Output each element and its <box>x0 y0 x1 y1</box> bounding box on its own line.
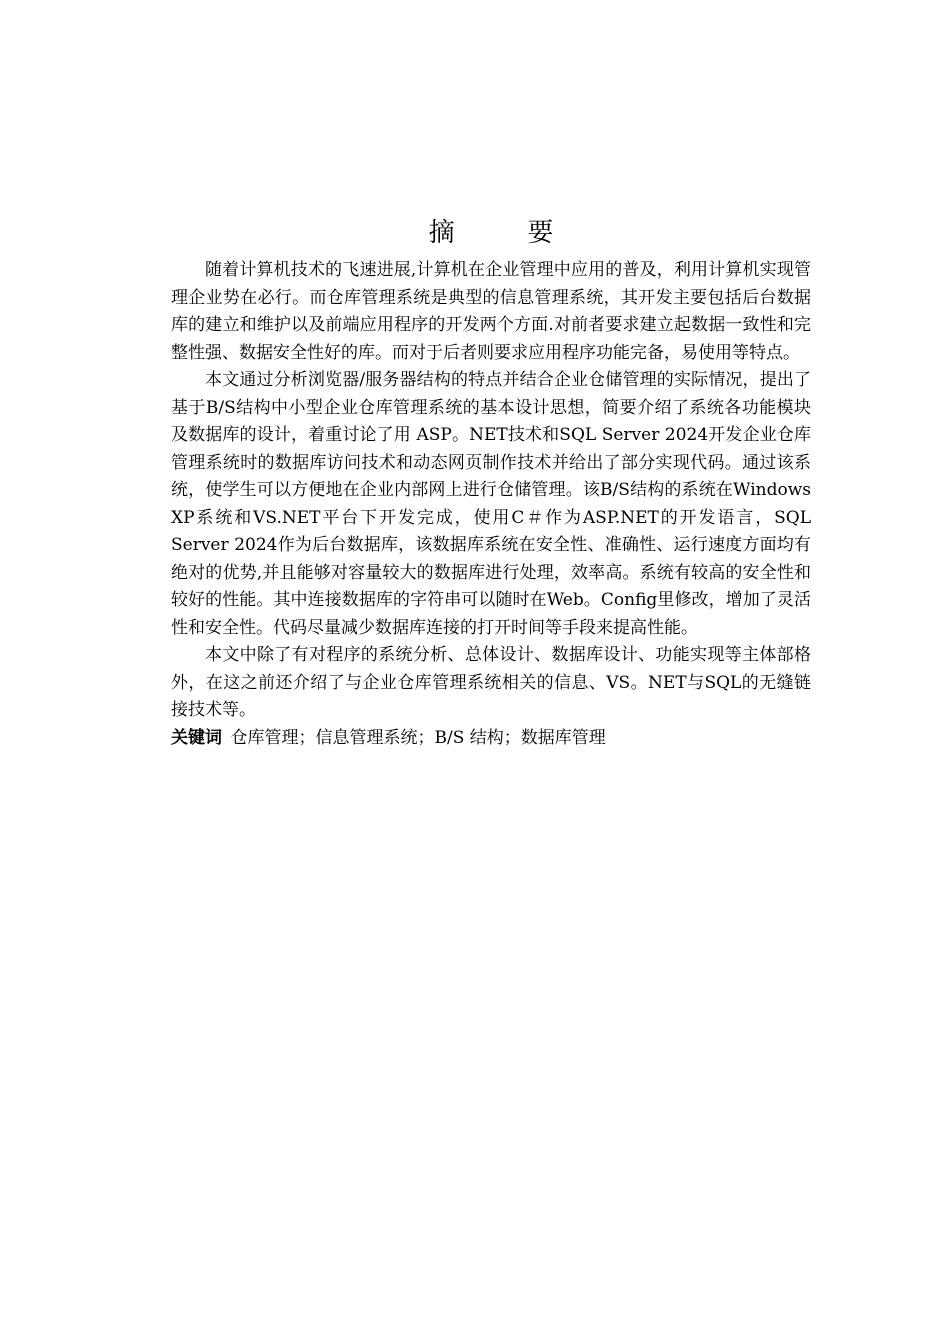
abstract-paragraph-1: 随着计算机技术的飞速进展,计算机在企业管理中应用的普及，利用计算机实现管理企业势在必行。而仓库管理系统是典型的信息管理系统，其开发主要包括后台数据库的建立和维护以及前端应用程序的开发两个方面.对前者要求建立起数据一致性和完整性强、数据安全性好的库。而对于后者则要求应用程序功能完备，易使用等特点。 <box>171 260 811 363</box>
keywords-line <box>171 725 811 753</box>
keywords-text: 仓库管理；信息管理系统；B/S 结构；数据库管理 <box>230 727 606 748</box>
keywords-label: 关键词 <box>171 727 222 748</box>
abstract-title: 摘 要 <box>428 218 577 248</box>
abstract-paragraph-3: 本文中除了有对程序的系统分析、总体设计、数据库设计、功能实现等主体部格外，在这之前还介绍了与企业仓库管理系统相关的信息、VS。NET与SQL的无缝链接技术等。 <box>171 645 811 720</box>
abstract-section <box>171 213 811 752</box>
abstract-paragraph-2: 本文通过分析浏览器/服务器结构的特点并结合企业仓储管理的实际情况，提出了基于B/S结构中小型企业仓库管理系统的基本设计思想，简要介绍了系统各功能模块及数据库的设计，着重讨论了用 ASP。NET技术和SQL Server 2024开发企业仓库管理系统时的数据库访问技术和动态网页制作技术并给出了部分实现代码。通过该系统，使学生可以方便地在企业内部网上进行仓储管理。该B/S结构的系统在Windows XP系统和VS.NET平台下开发完成，使用C＃作为ASP.NET的开发语言，SQL Server 2024作为后台数据库，该数据库系统在安全性、准确性、运行速度方面均有绝对的优势,并且能够对容量较大的数据库进行处理，效率高。系统有较高的安全性和较好的性能。其中连接数据库的字符串可以随时在Web。Config里修改，增加了灵活性和安全性。代码尽量减少数据库连接的打开时间等手段来提高性能。 <box>171 370 811 638</box>
